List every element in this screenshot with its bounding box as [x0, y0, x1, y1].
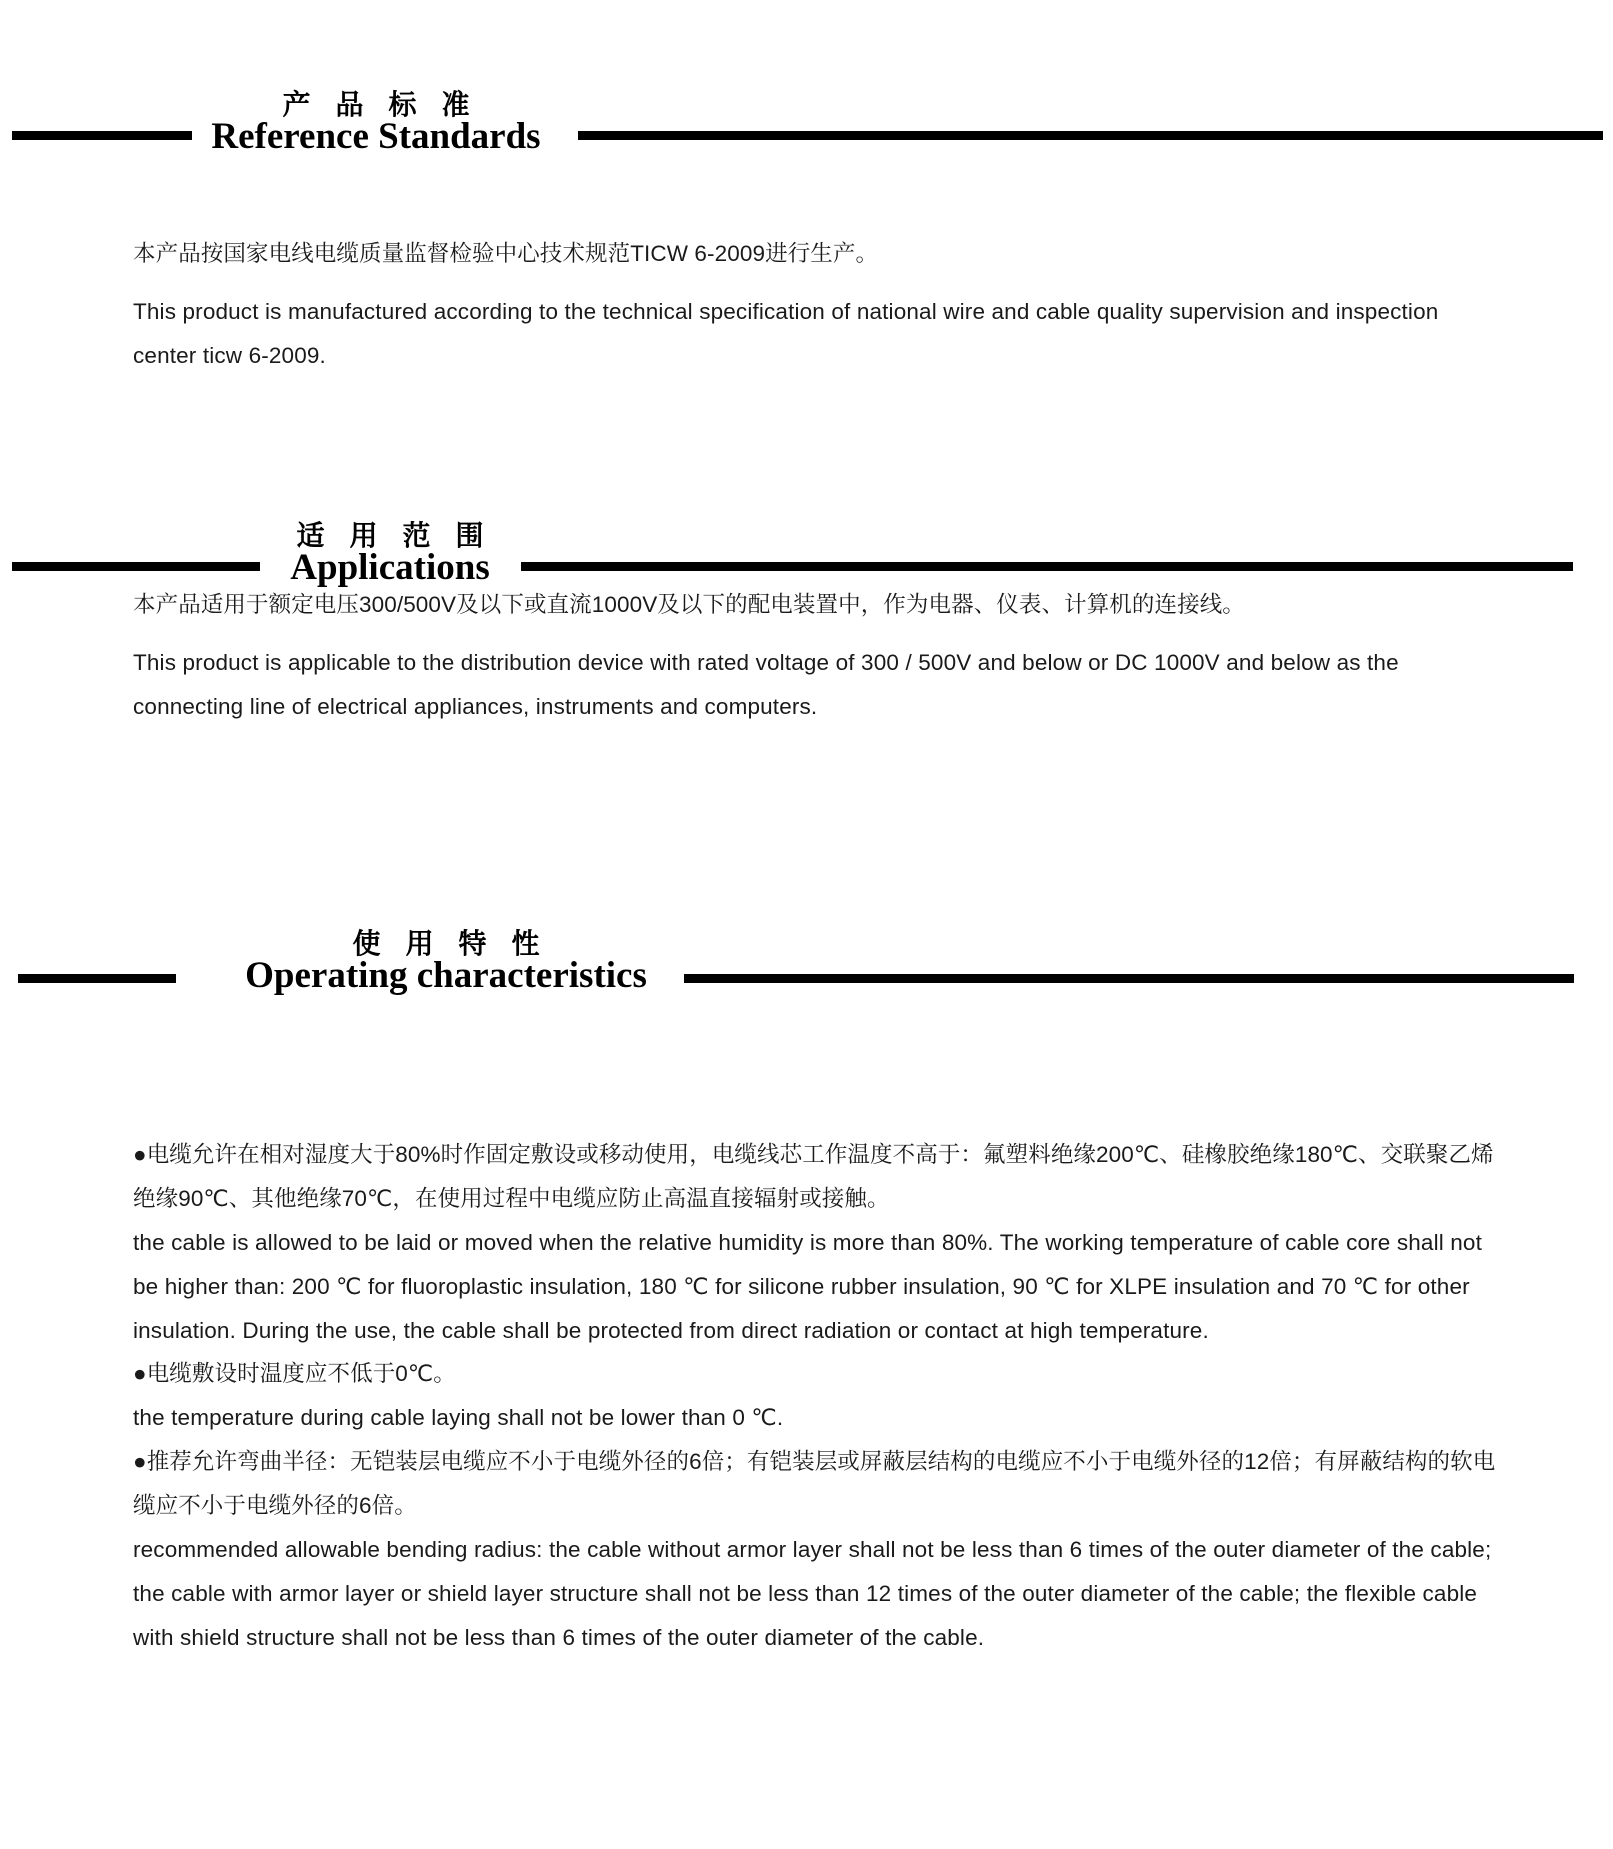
- header-rule-left: [18, 974, 176, 983]
- paragraph-cn-bullet-3: ●推荐允许弯曲半径：无铠装层电缆应不小于电缆外径的6倍；有铠装层或屏蔽层结构的电缆应不小于电缆外径的12倍；有屏蔽结构的软电缆应不小于电缆外径的6倍。: [133, 1449, 1496, 1518]
- section-title-cn: 使 用 特 性: [352, 929, 549, 960]
- paragraph-cn-bullet-1: ●电缆允许在相对湿度大于80%时作固定敷设或移动使用，电缆线芯工作温度不高于：氟塑料绝缘200℃、硅橡胶绝缘180℃、交联聚乙烯绝缘90℃、其他绝缘70℃，在使用过程中电缆应防止高温直接辐射或接触。: [133, 1142, 1494, 1211]
- paragraph-en-bullet-2: the temperature during cable laying shall not be lower than 0 ℃.: [133, 1405, 784, 1431]
- header-rule-right: [578, 131, 1603, 140]
- section-body-reference-standards: [133, 232, 1478, 378]
- section-title-cn: 适 用 范 围: [296, 521, 493, 552]
- section-body-operating-characteristics: [133, 1133, 1503, 1660]
- paragraph-en-bullet-1: the cable is allowed to be laid or moved when the relative humidity is more than 80%. The working temperature of cable core shall not be higher than: 200 ℃ for fluoroplastic insulation, 180 ℃ for silicone rubber insulation, 90 ℃ for XLPE insulation and 70 ℃ for other insulation. During the use, the cable shall be protected from direct radiation or contact at high temperature.: [133, 1229, 1482, 1343]
- section-title-en: Applications: [290, 547, 490, 589]
- paragraph-en-bullet-3: recommended allowable bending radius: the cable without armor layer shall not be less than 6 times of the outer diameter of the cable; the cable with armor layer or shield layer structure shall not be less than 12 times of the outer diameter of the cable; the flexible cable with shield structure shall not be less than 6 times of the outer diameter of the cable.: [133, 1536, 1492, 1650]
- paragraph-en: This product is applicable to the distribution device with rated voltage of 300 / 500V and below or DC 1000V and below as the connecting line of electrical appliances, instruments and computers.: [133, 649, 1399, 719]
- paragraph-cn: 本产品适用于额定电压300/500V及以下或直流1000V及以下的配电装置中，作为电器、仪表、计算机的连接线。: [133, 592, 1245, 617]
- section-body-applications: [133, 583, 1503, 729]
- section-header-operating-characteristics: [0, 860, 1613, 997]
- section-title-stack: [190, 522, 590, 588]
- header-rule-left: [12, 131, 192, 140]
- paragraph-cn: 本产品按国家电线电缆质量监督检验中心技术规范TICW 6-2009进行生产。: [133, 241, 879, 266]
- section-header-reference-standards: [0, 90, 1613, 187]
- header-rule-right: [684, 974, 1574, 983]
- section-title-cn: 产 品 标 准: [282, 90, 479, 121]
- paragraph-en: This product is manufactured according to the technical specification of national wire and cable quality supervision and inspection center ticw 6-2009.: [133, 298, 1439, 368]
- section-title-en: Operating characteristics: [245, 955, 647, 997]
- section-title-stack: [166, 930, 726, 996]
- paragraph-cn-bullet-2: ●电缆敷设时温度应不低于0℃。: [133, 1361, 456, 1387]
- section-title-stack: [176, 91, 576, 157]
- section-header-applications: [0, 448, 1613, 589]
- header-rule-right: [521, 562, 1573, 571]
- section-title-en: Reference Standards: [211, 116, 541, 158]
